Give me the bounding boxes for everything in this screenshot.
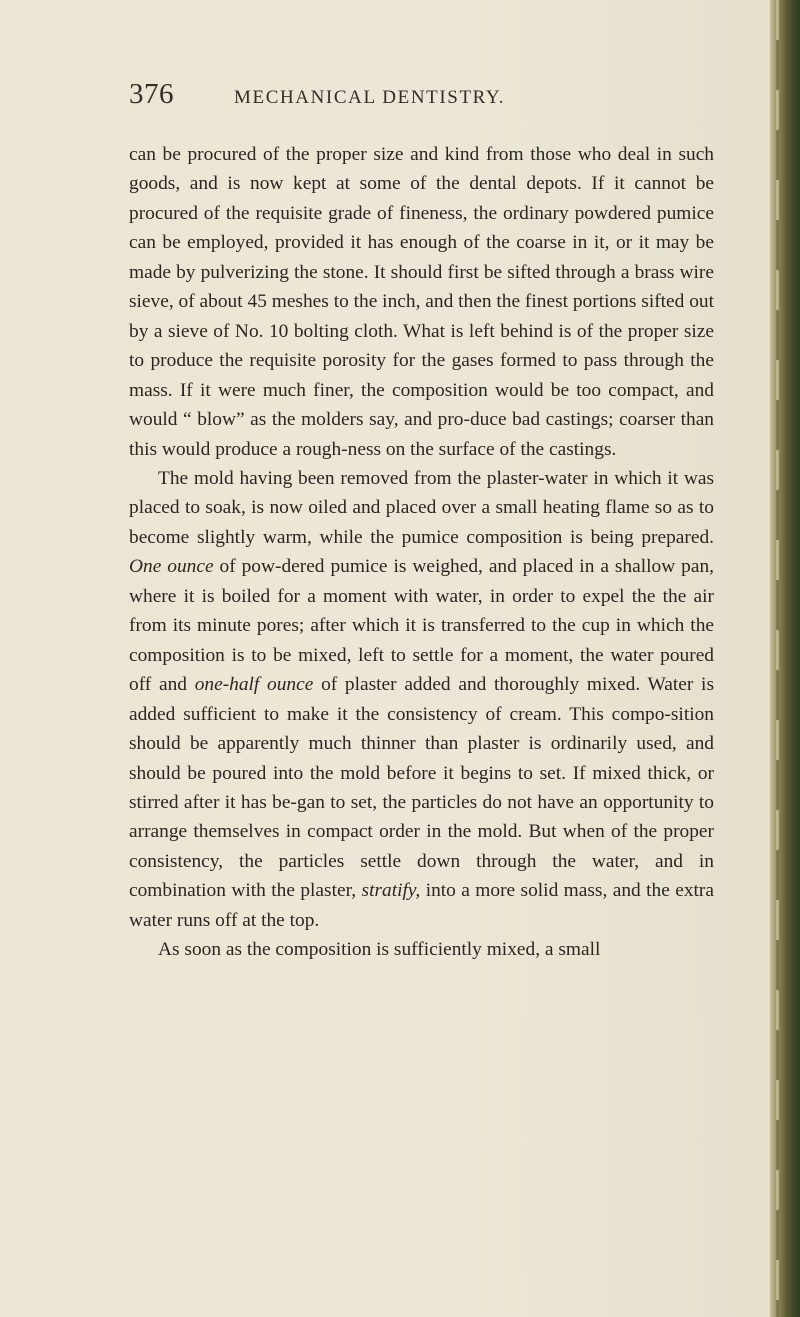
- running-title: MECHANICAL DENTISTRY.: [234, 87, 506, 108]
- paragraph-2-part-b: of pow-dered pumice is weighed, and placed in a shallow pan, where it is boiled for a moment with water, in order to expel the the air from its minute pores; after which it is transferred to the cup in which the composition is to be mixed, left to settle for a moment, the water poured off and: [129, 556, 714, 696]
- body-text: [129, 140, 714, 965]
- running-head: [0, 78, 770, 118]
- emphasis-stratify: stratify,: [361, 880, 421, 902]
- book-binding-edge: [770, 0, 800, 1317]
- emphasis-one-half-ounce: one-half ounce: [194, 674, 314, 696]
- paragraph-1: can be procured of the proper size and kind from those who deal in such goods, and is now kept at some of the dental depots. If it cannot be procured of the requisite grade of fineness, the ordinary powdered pumice can be employed, provided it has enough of the coarse in it, or it may be made by pulverizing the stone. It should first be sifted through a brass wire sieve, of about 45 meshes to the inch, and then the finest portions sifted out by a sieve of No. 10 bolting cloth. What is left behind is of the proper size to produce the requisite porosity for the gases formed to pass through the mass. If it were much finer, the composition would be too compact, and would “ blow” as the molders say, and pro-duce bad castings; coarser than this would produce a rough-ness on the surface of the castings.: [129, 144, 714, 460]
- page-number: 376: [129, 78, 174, 110]
- paragraph-2-part-c: of plaster added and thoroughly mixed. Water is added sufficient to make it the consistency of cream. This compo-sition should be apparently much thinner than plaster is ordinarily used, and should be poured into the mold before it begins to set. If mixed thick, or stirred after it has be-gan to set, the particles do not have an opportunity to arrange themselves in compact order in the mold. But when of the proper consistency, the particles settle down through the water, and in combination with the plaster,: [129, 674, 714, 902]
- paragraph-2-part-a: The mold having been removed from the plaster-water in which it was placed to soak, is now oiled and placed over a small heating flame so as to become slightly warm, while the pumice composition is being prepared.: [129, 467, 714, 548]
- paragraph-3: As soon as the composition is sufficiently mixed, a small: [158, 939, 601, 961]
- emphasis-one-ounce: One ounce: [129, 556, 214, 578]
- paragraph-2: [129, 464, 714, 935]
- paragraph-2-part-d: into a more solid mass, and the extra water runs off at the top.: [129, 880, 714, 931]
